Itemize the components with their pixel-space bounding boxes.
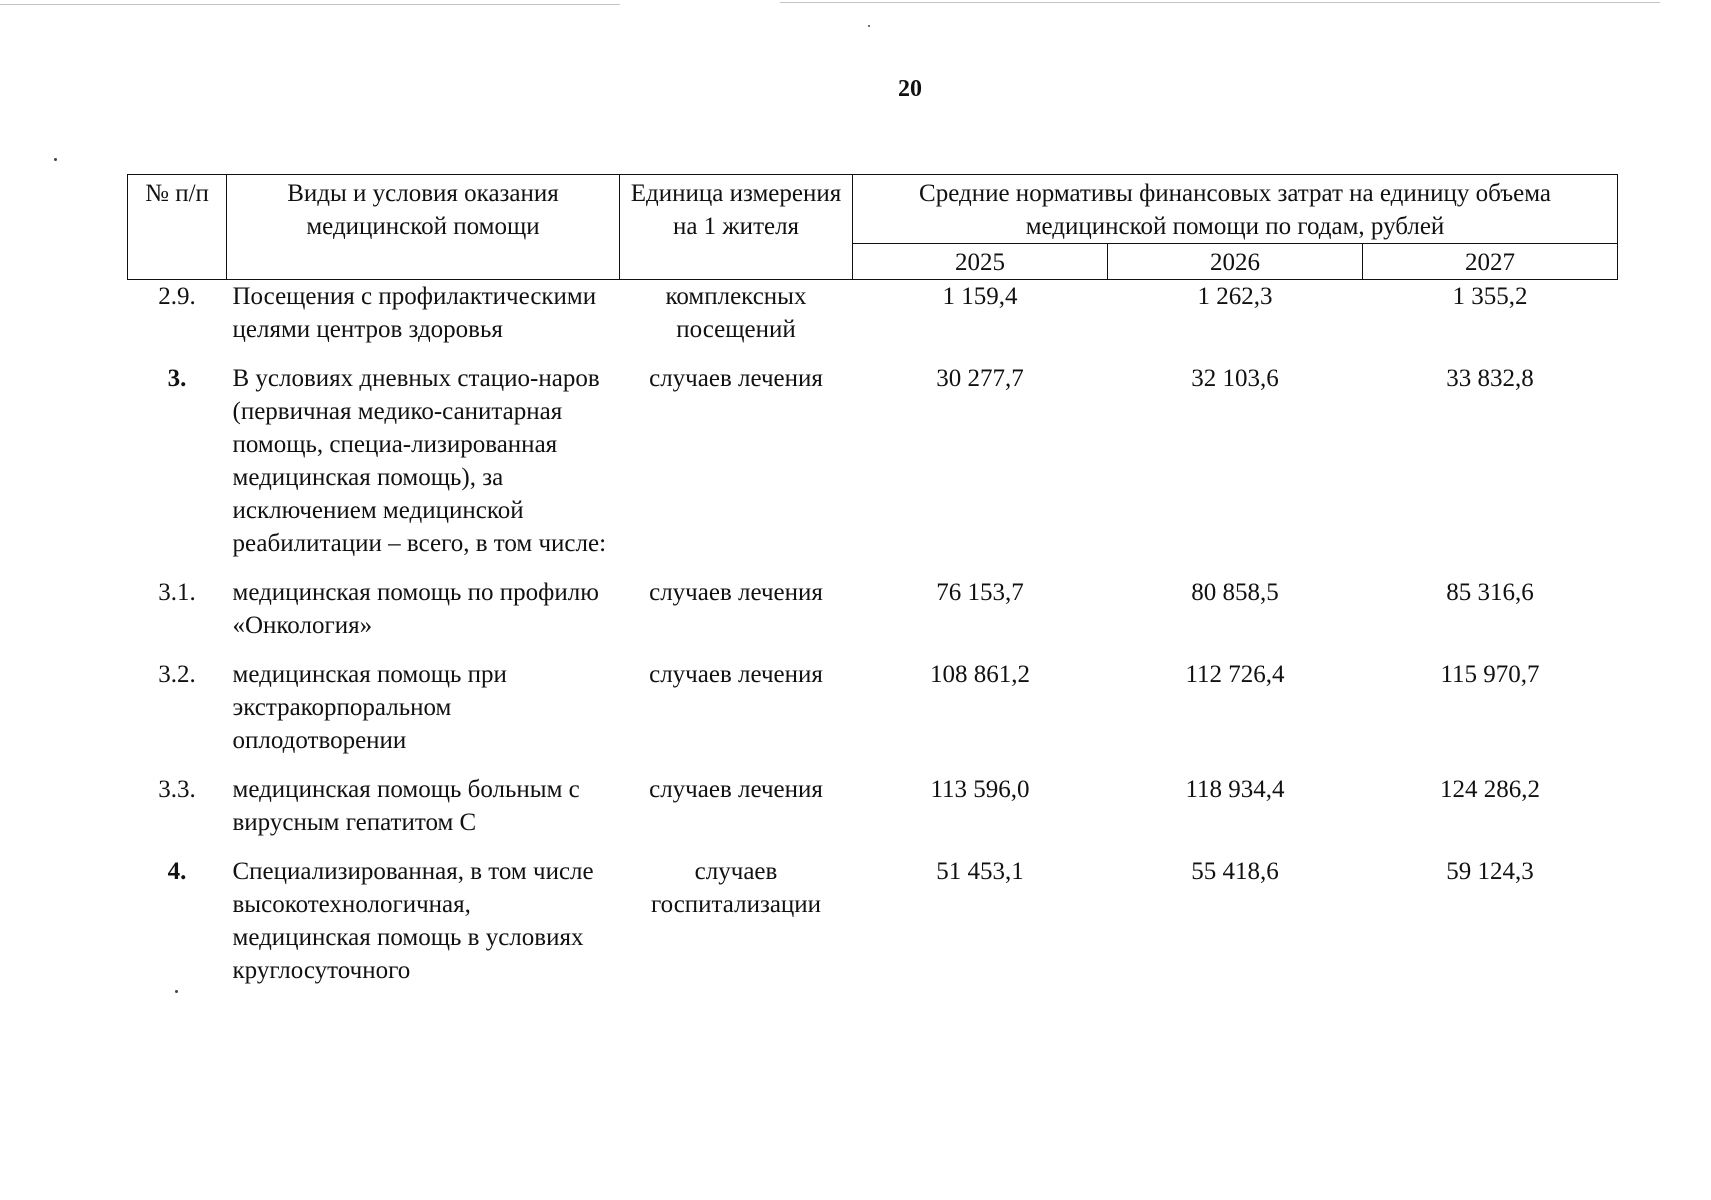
table-header <box>128 175 1618 280</box>
header-year: 2026 <box>1108 244 1363 280</box>
unit: случаев госпитализации <box>650 858 822 918</box>
header-costs: Средние нормативы финансовых затрат на единицу объема медицинской помощи по годам, рублей <box>853 175 1618 244</box>
care-type: медицинская помощь больным с вирусным гепатитом С <box>232 776 580 836</box>
cost-value: 108 861,2 <box>930 661 1030 688</box>
cost-value: 1 262,3 <box>1197 283 1273 310</box>
row-number: 3. <box>167 365 187 392</box>
table-row <box>128 757 1618 839</box>
financial-costs-table <box>127 174 1618 987</box>
cost-value: 51 453,1 <box>936 858 1024 885</box>
cost-value: 33 832,8 <box>1446 365 1534 392</box>
cost-value: 85 316,6 <box>1446 579 1534 606</box>
cost-value: 30 277,7 <box>936 365 1024 392</box>
header-year: 2027 <box>1363 244 1618 280</box>
cost-value: 118 934,4 <box>1185 776 1285 803</box>
cost-value: 1 159,4 <box>942 283 1018 310</box>
row-number: 2.9. <box>158 283 196 310</box>
care-type: Посещения с профилактическими целями центров здоровья <box>232 283 597 343</box>
page-number: 20 <box>898 76 922 102</box>
unit: случаев лечения <box>649 661 823 688</box>
table-row <box>128 280 1618 347</box>
cost-value: 55 418,6 <box>1191 858 1279 885</box>
care-type: медицинская помощь при экстракорпоральном оплодотворении <box>232 661 507 754</box>
cost-value: 32 103,6 <box>1191 365 1279 392</box>
header-unit: Единица измерения на 1 жителя <box>620 175 853 280</box>
header-year: 2025 <box>853 244 1108 280</box>
header-care-type: Виды и условия оказания медицинской помощи <box>227 175 620 280</box>
table-row <box>128 642 1618 757</box>
cost-value: 76 153,7 <box>936 579 1024 606</box>
table-row <box>128 346 1618 560</box>
care-type: В условиях дневных стацио-наров (первичная медико-санитарная помощь, специа-лизированная медицинская помощь), за исключением медицинской реабилитации – всего, в том числе: <box>232 365 607 557</box>
row-number: 4. <box>167 858 187 885</box>
cost-value: 124 286,2 <box>1440 776 1541 803</box>
cost-value: 112 726,4 <box>1185 661 1285 688</box>
cost-value: 59 124,3 <box>1446 858 1534 885</box>
scan-edge-line <box>780 2 1660 3</box>
unit: комплексных посещений <box>665 283 807 343</box>
cost-value: 115 970,7 <box>1440 661 1540 688</box>
row-number: 3.3. <box>158 776 196 803</box>
table-body <box>128 280 1618 988</box>
unit: случаев лечения <box>649 776 823 803</box>
unit: случаев лечения <box>649 579 823 606</box>
row-number: 3.2. <box>158 661 196 688</box>
table-row <box>128 839 1618 987</box>
cost-value: 113 596,0 <box>930 776 1030 803</box>
care-type: медицинская помощь по профилю «Онкология» <box>232 579 599 639</box>
scan-speck <box>175 990 178 993</box>
scan-speck <box>868 25 870 27</box>
cost-value: 80 858,5 <box>1191 579 1279 606</box>
cost-value: 1 355,2 <box>1452 283 1528 310</box>
scan-speck <box>54 158 57 161</box>
scan-edge-line <box>0 4 620 5</box>
unit: случаев лечения <box>649 365 823 392</box>
row-number: 3.1. <box>158 579 196 606</box>
care-type: Специализированная, в том числе высокотехнологичная, медицинская помощь в условиях круглосуточного <box>232 858 594 984</box>
header-index: № п/п <box>128 175 227 280</box>
table-row <box>128 560 1618 642</box>
